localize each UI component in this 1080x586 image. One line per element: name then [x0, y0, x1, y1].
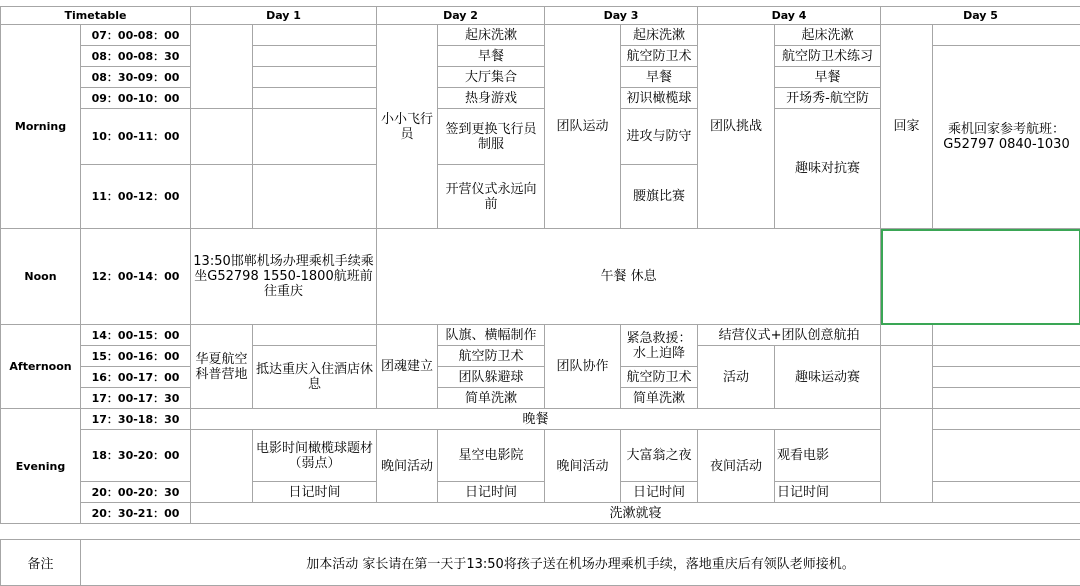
day3-diary: 日记时间	[621, 482, 698, 503]
day1-evening: 电影时间橄榄球题材（弱点）	[253, 430, 377, 482]
day4-afternoon-b: 趣味运动赛	[775, 346, 881, 409]
day3-morning-theme: 团队运动	[545, 25, 621, 229]
day5-cell	[933, 482, 1080, 503]
time-cell: 12：00-14：00	[81, 229, 191, 325]
day3-cell: 航空防卫术	[621, 46, 698, 67]
table-row	[1, 409, 1080, 430]
day2-cell: 签到更换飞行员制服	[438, 109, 545, 165]
day3-cell: 航空防卫术	[621, 367, 698, 388]
day4-afternoon-a: 活动	[698, 346, 775, 409]
period-evening: Evening	[1, 409, 81, 524]
day3-cell: 进攻与防守	[621, 109, 698, 165]
timetable	[0, 6, 1080, 524]
day1-cell	[253, 25, 377, 46]
day4-cell: 航空防卫术练习	[775, 46, 881, 67]
selected-cell[interactable]	[881, 229, 1080, 325]
day2-cell: 早餐	[438, 46, 545, 67]
header-row	[1, 7, 1080, 25]
day2-cell: 起床洗漱	[438, 25, 545, 46]
day1-afternoon-a: 华夏航空科普营地	[191, 325, 253, 409]
day5-cell	[933, 346, 1080, 367]
table-row	[1, 25, 1080, 46]
day4-cell: 结营仪式+团队创意航拍	[698, 325, 881, 346]
time-cell: 16：00-17：00	[81, 367, 191, 388]
notes-row	[1, 540, 1080, 586]
day3-cell: 早餐	[621, 67, 698, 88]
header-timetable: Timetable	[1, 7, 191, 25]
time-cell: 17：30-18：30	[81, 409, 191, 430]
day5-cell	[881, 325, 933, 346]
day1-diary: 日记时间	[253, 482, 377, 503]
header-day3: Day 3	[545, 7, 698, 25]
day3-cell: 腰旗比赛	[621, 165, 698, 229]
day2-cell: 团队躲避球	[438, 367, 545, 388]
time-cell: 20：30-21：00	[81, 503, 191, 524]
day3-cell: 初识橄榄球	[621, 88, 698, 109]
day1-cell	[253, 88, 377, 109]
day1-cell	[191, 165, 253, 229]
time-cell: 18：30-20：00	[81, 430, 191, 482]
day1-cell	[191, 109, 253, 165]
day1-cell	[191, 430, 253, 503]
day5-cell	[881, 409, 933, 503]
bedtime-cell: 洗漱就寝	[191, 503, 1080, 524]
day2-cell: 简单洗漱	[438, 388, 545, 409]
time-cell: 08：00-08：30	[81, 46, 191, 67]
header-day2: Day 2	[377, 7, 545, 25]
day4-evening-theme: 夜间活动	[698, 430, 775, 503]
day5-morning-detail: 乘机回家参考航班：G52797 0840-1030	[933, 46, 1080, 229]
day2-cell: 航空防卫术	[438, 346, 545, 367]
day3-cell: 起床洗漱	[621, 25, 698, 46]
day2-evening: 星空电影院	[438, 430, 545, 482]
day1-cell	[191, 25, 253, 109]
time-cell: 10：00-11：00	[81, 109, 191, 165]
day3-afternoon-theme: 团队协作	[545, 325, 621, 409]
day4-cell: 起床洗漱	[775, 25, 881, 46]
table-row	[1, 325, 1080, 346]
day1-afternoon-b: 抵达重庆入住酒店休息	[253, 346, 377, 409]
notes-label: 备注	[1, 540, 81, 586]
day5-cell	[933, 25, 1080, 46]
noon-rest: 午餐 休息	[377, 229, 881, 325]
time-cell: 15：00-16：00	[81, 346, 191, 367]
day2-cell: 开营仪式永远向前	[438, 165, 545, 229]
time-cell: 09：00-10：00	[81, 88, 191, 109]
day2-morning-theme: 小小飞行员	[377, 25, 438, 229]
time-cell: 14：00-15：00	[81, 325, 191, 346]
day4-diary: 日记时间	[775, 482, 881, 503]
time-cell: 08：30-09：00	[81, 67, 191, 88]
day2-cell: 热身游戏	[438, 88, 545, 109]
dinner-cell: 晚餐	[191, 409, 881, 430]
day1-cell	[253, 109, 377, 165]
table-row	[1, 229, 1080, 325]
day3-cell: 简单洗漱	[621, 388, 698, 409]
table-row	[1, 346, 1080, 367]
day1-cell	[253, 46, 377, 67]
day5-cell	[933, 409, 1080, 430]
day5-cell	[933, 367, 1080, 388]
header-day5: Day 5	[881, 7, 1080, 25]
day5-morning-theme: 回家	[881, 25, 933, 229]
day1-cell	[253, 325, 377, 346]
day2-cell: 队旗、横幅制作	[438, 325, 545, 346]
day5-cell	[933, 430, 1080, 482]
day4-cell: 早餐	[775, 67, 881, 88]
period-afternoon: Afternoon	[1, 325, 81, 409]
time-cell: 07：00-08：00	[81, 25, 191, 46]
day1-cell	[253, 67, 377, 88]
period-noon: Noon	[1, 229, 81, 325]
notes-table	[0, 539, 1080, 586]
day3-cell: 紧急救援：水上迫降	[621, 325, 698, 367]
time-cell: 11：00-12：00	[81, 165, 191, 229]
day3-evening-theme: 晚间活动	[545, 430, 621, 503]
header-day4: Day 4	[698, 7, 881, 25]
header-day1: Day 1	[191, 7, 377, 25]
day2-cell: 大厅集合	[438, 67, 545, 88]
day1-cell	[253, 165, 377, 229]
time-cell: 17：00-17：30	[81, 388, 191, 409]
day5-cell	[881, 346, 933, 409]
time-cell: 20：00-20：30	[81, 482, 191, 503]
notes-text: 加本活动 家长请在第一天于13:50将孩子送在机场办理乘机手续，落地重庆后有领队老师接机。	[81, 540, 1080, 586]
period-morning: Morning	[1, 25, 81, 229]
table-row	[1, 503, 1080, 524]
day5-cell	[933, 325, 1080, 346]
day4-cell: 开场秀-航空防	[775, 88, 881, 109]
day2-diary: 日记时间	[438, 482, 545, 503]
day1-noon: 13:50邯郸机场办理乘机手续乘坐G52798 1550-1800航班前往重庆	[191, 229, 377, 325]
day2-evening-theme: 晚间活动	[377, 430, 438, 503]
day4-cell: 趣味对抗赛	[775, 109, 881, 229]
day4-evening: 观看电影	[775, 430, 881, 482]
day4-morning-theme: 团队挑战	[698, 25, 775, 229]
day5-cell	[933, 388, 1080, 409]
day2-afternoon-theme: 团魂建立	[377, 325, 438, 409]
day3-evening: 大富翁之夜	[621, 430, 698, 482]
